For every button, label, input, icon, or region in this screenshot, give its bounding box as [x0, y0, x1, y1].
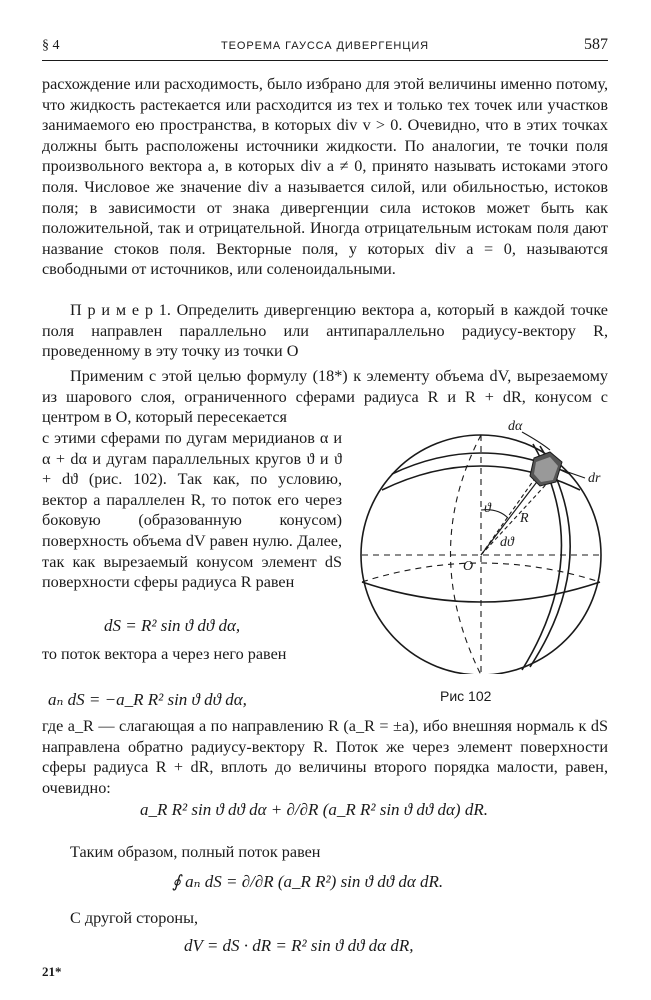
label-d-theta: dϑ: [500, 535, 514, 550]
paragraph-3-left: [42, 428, 342, 593]
equation-total: ∮ aₙ dS = ∂/∂R (a_R R²) sin ϑ dϑ dα dR.: [172, 872, 444, 891]
paragraph-4: [42, 644, 342, 665]
equation-dV: dV = dS · dR = R² sin ϑ dϑ dα dR,: [184, 936, 414, 955]
section-number: § 4: [42, 38, 60, 53]
label-theta: ϑ: [484, 501, 491, 516]
equation-second: a_R R² sin ϑ dϑ dα + ∂/∂R (a_R R² sin ϑ dϑ dα) dR.: [140, 800, 488, 819]
example-text: П р и м е р 1. Определить дивергенцию вектора a, который в каждой точке поля направлен параллельно или антипараллельно радиусу-вектору R, проведенному в эту точку из точки O: [42, 301, 608, 361]
paragraph-7: [42, 908, 608, 929]
label-d-alpha: dα: [508, 419, 523, 434]
paragraph-3-full-text: Применим с этой целью формулу (18*) к элементу объема dV, вырезаемому из шарового слоя, ограниченного сферами радиуса R и R + dR, конусом с центром в O, который пересекается: [42, 367, 608, 427]
paragraph-4-text: то поток вектора a через него равен: [42, 645, 287, 663]
paragraph-example: [42, 300, 608, 362]
label-origin: O: [463, 559, 474, 574]
header-rule: [42, 60, 608, 61]
equation-flux: aₙ dS = −a_R R² sin ϑ dϑ dα,: [48, 690, 247, 709]
d-alpha-leader: [522, 432, 550, 450]
radius-line-2: [481, 478, 552, 555]
running-header: [42, 36, 608, 58]
equation-dS: dS = R² sin ϑ dϑ dα,: [104, 616, 241, 635]
sphere-figure: [350, 412, 612, 674]
running-title: ТЕОРЕМА ГАУССА ДИВЕРГЕНЦИЯ: [221, 40, 429, 52]
paragraph-1: [42, 74, 608, 280]
paragraph-6: [42, 842, 608, 863]
paragraph-5-text: где a_R — слагающая a по направлению R (a_R = ±a), ибо внешняя нормаль к dS направлена обратно радиусу-вектору R. Поток же через элемент поверхности сферы радиуса R + dR, вплоть до величины второго порядка малости, равен, очевидно:: [42, 717, 608, 797]
dr-leader: [562, 470, 585, 478]
page-number: 587: [584, 36, 608, 53]
signature-mark: 21*: [42, 964, 62, 979]
paragraph-6-text: Таким образом, полный поток равен: [70, 843, 321, 861]
paragraph-1-text: расхождение или расходимость, было избрано для этой величины именно потому, что жидкость растекается или расходится из тех и только тех точек или участков занимаемого ею пространства, в которых div v > 0. Очевидно, что в этих точках должны быть расположены источники жидкости. По аналогии, те точки поля произвольного вектора a, в которых div a ≠ 0, принято называть истоками этого поля. Числовое же значение div a называется силой, или обильностью, истоков поля; в зависимости от знака дивергенции сила истоков может быть как положительной, так и отрицательной. Иногда отрицательным истокам поля дают название стоков поля. Векторные поля, у которых div a = 0, называются свободными от источников, или соленоидальными.: [42, 75, 608, 279]
paragraph-3-left-text: с этими сферами по дугам меридианов α и α + dα и дугам параллельных кругов ϑ и ϑ + dϑ (рис. 102). Так как, по условию, вектор a параллелен R, то поток его через боковую (образованную конусом) поверхность объема dV равен нулю. Далее, так как вырезаемый конусом элемент dS поверхности сферы радиуса R равен: [42, 429, 342, 592]
label-dr: dr: [588, 471, 601, 486]
figure-caption: Рис 102: [440, 688, 492, 704]
paragraph-5: [42, 716, 608, 798]
label-R: R: [520, 511, 529, 526]
paragraph-7-text: С другой стороны,: [70, 909, 199, 927]
